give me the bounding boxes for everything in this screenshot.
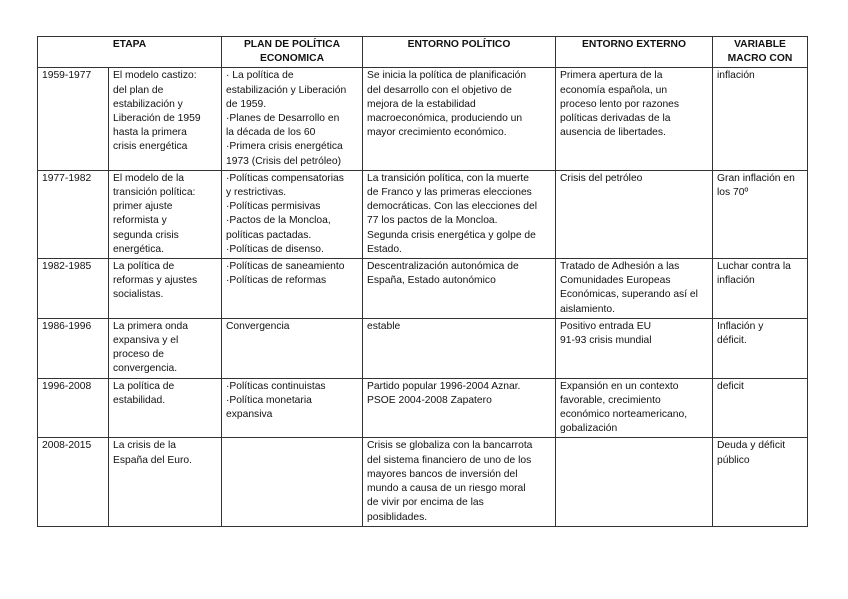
cell-plan	[222, 378, 363, 438]
cell-entorno-externo	[556, 438, 713, 526]
cell-years: 1982-1985	[38, 259, 109, 319]
cell-line: La política de	[113, 261, 175, 273]
cell-line: reformas y ajustes	[113, 275, 198, 287]
cell-line: del plan de	[113, 84, 164, 96]
cell-line: proceso lento por razones	[560, 98, 680, 110]
cell-variable	[713, 438, 808, 526]
cell-variable	[713, 259, 808, 319]
header-row	[38, 37, 808, 68]
cell-etapa	[109, 318, 222, 378]
cell-line: políticas derivadas de la	[560, 113, 671, 125]
cell-line: Crisis del petróleo	[560, 172, 643, 184]
table-row	[38, 170, 808, 258]
cell-line: Expansión en un contexto	[560, 380, 679, 392]
cell-line: inflación	[717, 275, 755, 287]
header-etapa: ETAPA	[38, 37, 222, 68]
cell-entorno-politico	[363, 378, 556, 438]
table-row	[38, 68, 808, 170]
cell-line: convergencia.	[113, 363, 178, 375]
cell-entorno-externo	[556, 378, 713, 438]
header-variable-line: VARIABLE	[734, 39, 786, 50]
cell-plan	[222, 438, 363, 526]
cell-years: 1996-2008	[38, 378, 109, 438]
cell-line: La crisis de la	[113, 440, 176, 452]
header-plan	[222, 37, 363, 68]
cell-line: Positivo entrada EU	[560, 320, 652, 332]
cell-line: ·Políticas de saneamiento	[226, 261, 345, 273]
cell-line: déficit.	[717, 335, 747, 347]
cell-line: La transición política, con la muerte	[367, 172, 529, 184]
cell-line: macroeconómica, produciendo un	[367, 113, 523, 125]
cell-line: Económicas, superando así el	[560, 289, 698, 301]
cell-line: económico norteamericano,	[560, 409, 688, 421]
header-plan-line: ECONOMICA	[259, 53, 325, 65]
cell-line: Primera apertura de la	[560, 70, 663, 82]
cell-line: expansiva y el	[113, 335, 179, 347]
cell-plan	[222, 170, 363, 258]
cell-entorno-externo	[556, 68, 713, 170]
cell-line: Luchar contra la	[717, 261, 791, 273]
cell-line: Deuda y déficit	[717, 440, 786, 452]
cell-line: Comunidades Europeas	[560, 275, 671, 287]
cell-years: 1986-1996	[38, 318, 109, 378]
cell-line: transición política:	[113, 187, 196, 199]
cell-line: y restrictivas.	[226, 187, 287, 199]
cell-line: El modelo de la	[113, 172, 184, 184]
cell-line: proceso de	[113, 349, 164, 361]
cell-line: Se inicia la política de planificación	[367, 70, 527, 82]
cell-entorno-politico	[363, 170, 556, 258]
cell-line: · La política de	[226, 70, 294, 82]
cell-line: mayores bancos de inversión del	[367, 468, 518, 480]
cell-line: 1973 (Crisis del petróleo)	[226, 155, 342, 167]
header-variable	[713, 37, 808, 68]
cell-line: El modelo castizo:	[113, 70, 197, 82]
cell-line: favorable, crecimiento	[560, 394, 661, 406]
table-row	[38, 438, 808, 526]
cell-line: políticas pactadas.	[226, 229, 312, 241]
cell-line: gobalización	[560, 423, 618, 435]
cell-years: 1977-1982	[38, 170, 109, 258]
cell-line: Descentralización autonómica de	[367, 261, 519, 273]
cell-line: los 70º	[717, 187, 749, 199]
cell-line: primer ajuste	[113, 201, 173, 213]
cell-variable	[713, 378, 808, 438]
cell-plan	[222, 259, 363, 319]
cell-line: España del Euro.	[113, 454, 192, 466]
cell-line: de vivir por encima de las	[367, 497, 484, 509]
cell-line: España, Estado autonómico	[367, 275, 496, 287]
cell-line: segunda crisis	[113, 229, 179, 241]
cell-line: mejora de la estabilidad	[367, 98, 476, 110]
cell-entorno-politico	[363, 318, 556, 378]
cell-line: ·Políticas de reformas	[226, 275, 327, 287]
cell-line: Tratado de Adhesión a las	[560, 261, 680, 273]
cell-line: mayor crecimiento económico.	[367, 127, 507, 139]
cell-line: Gran inflación en	[717, 172, 795, 184]
cell-etapa	[109, 378, 222, 438]
cell-entorno-politico	[363, 68, 556, 170]
cell-line: estabilización y Liberación	[226, 84, 347, 96]
cell-variable	[713, 68, 808, 170]
cell-variable	[713, 318, 808, 378]
cell-plan	[222, 68, 363, 170]
cell-line: Segunda crisis energética y golpe de	[367, 229, 536, 241]
cell-line: estabilización y	[113, 98, 183, 110]
table-row	[38, 318, 808, 378]
cell-line: expansiva	[226, 409, 273, 421]
header-entorno-externo: ENTORNO EXTERNO	[556, 37, 713, 68]
cell-line: ·Políticas compensatorias	[226, 172, 344, 184]
cell-line: economía española, un	[560, 84, 668, 96]
cell-line: ·Políticas de disenso.	[226, 243, 324, 255]
cell-line: ausencia de libertades.	[560, 127, 666, 139]
cell-line: democráticas. Con las elecciones del	[367, 201, 537, 213]
cell-line: aislamiento.	[560, 303, 615, 315]
cell-line: ·Pactos de la Moncloa,	[226, 215, 331, 227]
cell-line: La política de	[113, 380, 175, 392]
cell-line: reformista y	[113, 215, 167, 227]
cell-line: la década de los 60	[226, 127, 316, 139]
cell-etapa	[109, 259, 222, 319]
cell-line: del desarrollo con el objetivo de	[367, 84, 512, 96]
cell-years: 2008-2015	[38, 438, 109, 526]
cell-line: ·Políticas continuistas	[226, 380, 326, 392]
cell-line: de Franco y las primeras elecciones	[367, 187, 532, 199]
cell-line: 77 los pactos de la Moncloa.	[367, 215, 498, 227]
cell-etapa	[109, 170, 222, 258]
cell-line: estabilidad.	[113, 394, 166, 406]
cell-line: del sistema financiero de uno de los	[367, 454, 532, 466]
cell-line: Inflación y	[717, 320, 764, 332]
cell-line: mundo a causa de un riesgo moral	[367, 483, 526, 495]
cell-line: ·Planes de Desarrollo en	[226, 113, 340, 125]
cell-line: Liberación de 1959	[113, 113, 201, 125]
cell-line: ·Política monetaria	[226, 394, 312, 406]
cell-etapa	[109, 68, 222, 170]
cell-line: PSOE 2004-2008 Zapatero	[367, 394, 492, 406]
cell-line: Estado.	[367, 243, 402, 255]
cell-entorno-externo	[556, 318, 713, 378]
cell-variable	[713, 170, 808, 258]
cell-line: 91-93 crisis mundial	[560, 335, 652, 347]
cell-line: de 1959.	[226, 98, 267, 110]
cell-line: Partido popular 1996-2004 Aznar.	[367, 380, 521, 392]
cell-line: Convergencia	[226, 320, 290, 332]
header-plan-line: PLAN DE POLÍTICA	[243, 39, 341, 50]
cell-line: posiblidades.	[367, 511, 428, 523]
cell-line: crisis energética	[113, 141, 188, 153]
cell-years: 1959-1977	[38, 68, 109, 170]
table-row	[38, 259, 808, 319]
cell-line: Crisis se globaliza con la bancarrota	[367, 440, 533, 452]
cell-line: hasta la primera	[113, 127, 187, 139]
cell-line: inflación	[717, 70, 755, 82]
cell-line: energética.	[113, 243, 164, 255]
cell-entorno-politico	[363, 438, 556, 526]
cell-entorno-politico	[363, 259, 556, 319]
stages-table	[37, 36, 808, 527]
cell-entorno-externo	[556, 170, 713, 258]
cell-line: público	[717, 454, 750, 466]
header-variable-line: MACRO CON	[727, 53, 793, 65]
table-row	[38, 378, 808, 438]
header-entorno-politico: ENTORNO POLÍTICO	[363, 37, 556, 68]
cell-line: estable	[367, 320, 401, 332]
cell-plan	[222, 318, 363, 378]
cell-line: socialistas.	[113, 289, 164, 301]
cell-etapa	[109, 438, 222, 526]
cell-line: ·Políticas permisivas	[226, 201, 321, 213]
cell-line: ·Primera crisis energética	[226, 141, 343, 153]
cell-entorno-externo	[556, 259, 713, 319]
cell-line: deficit	[717, 380, 744, 392]
cell-line: La primera onda	[113, 320, 188, 332]
